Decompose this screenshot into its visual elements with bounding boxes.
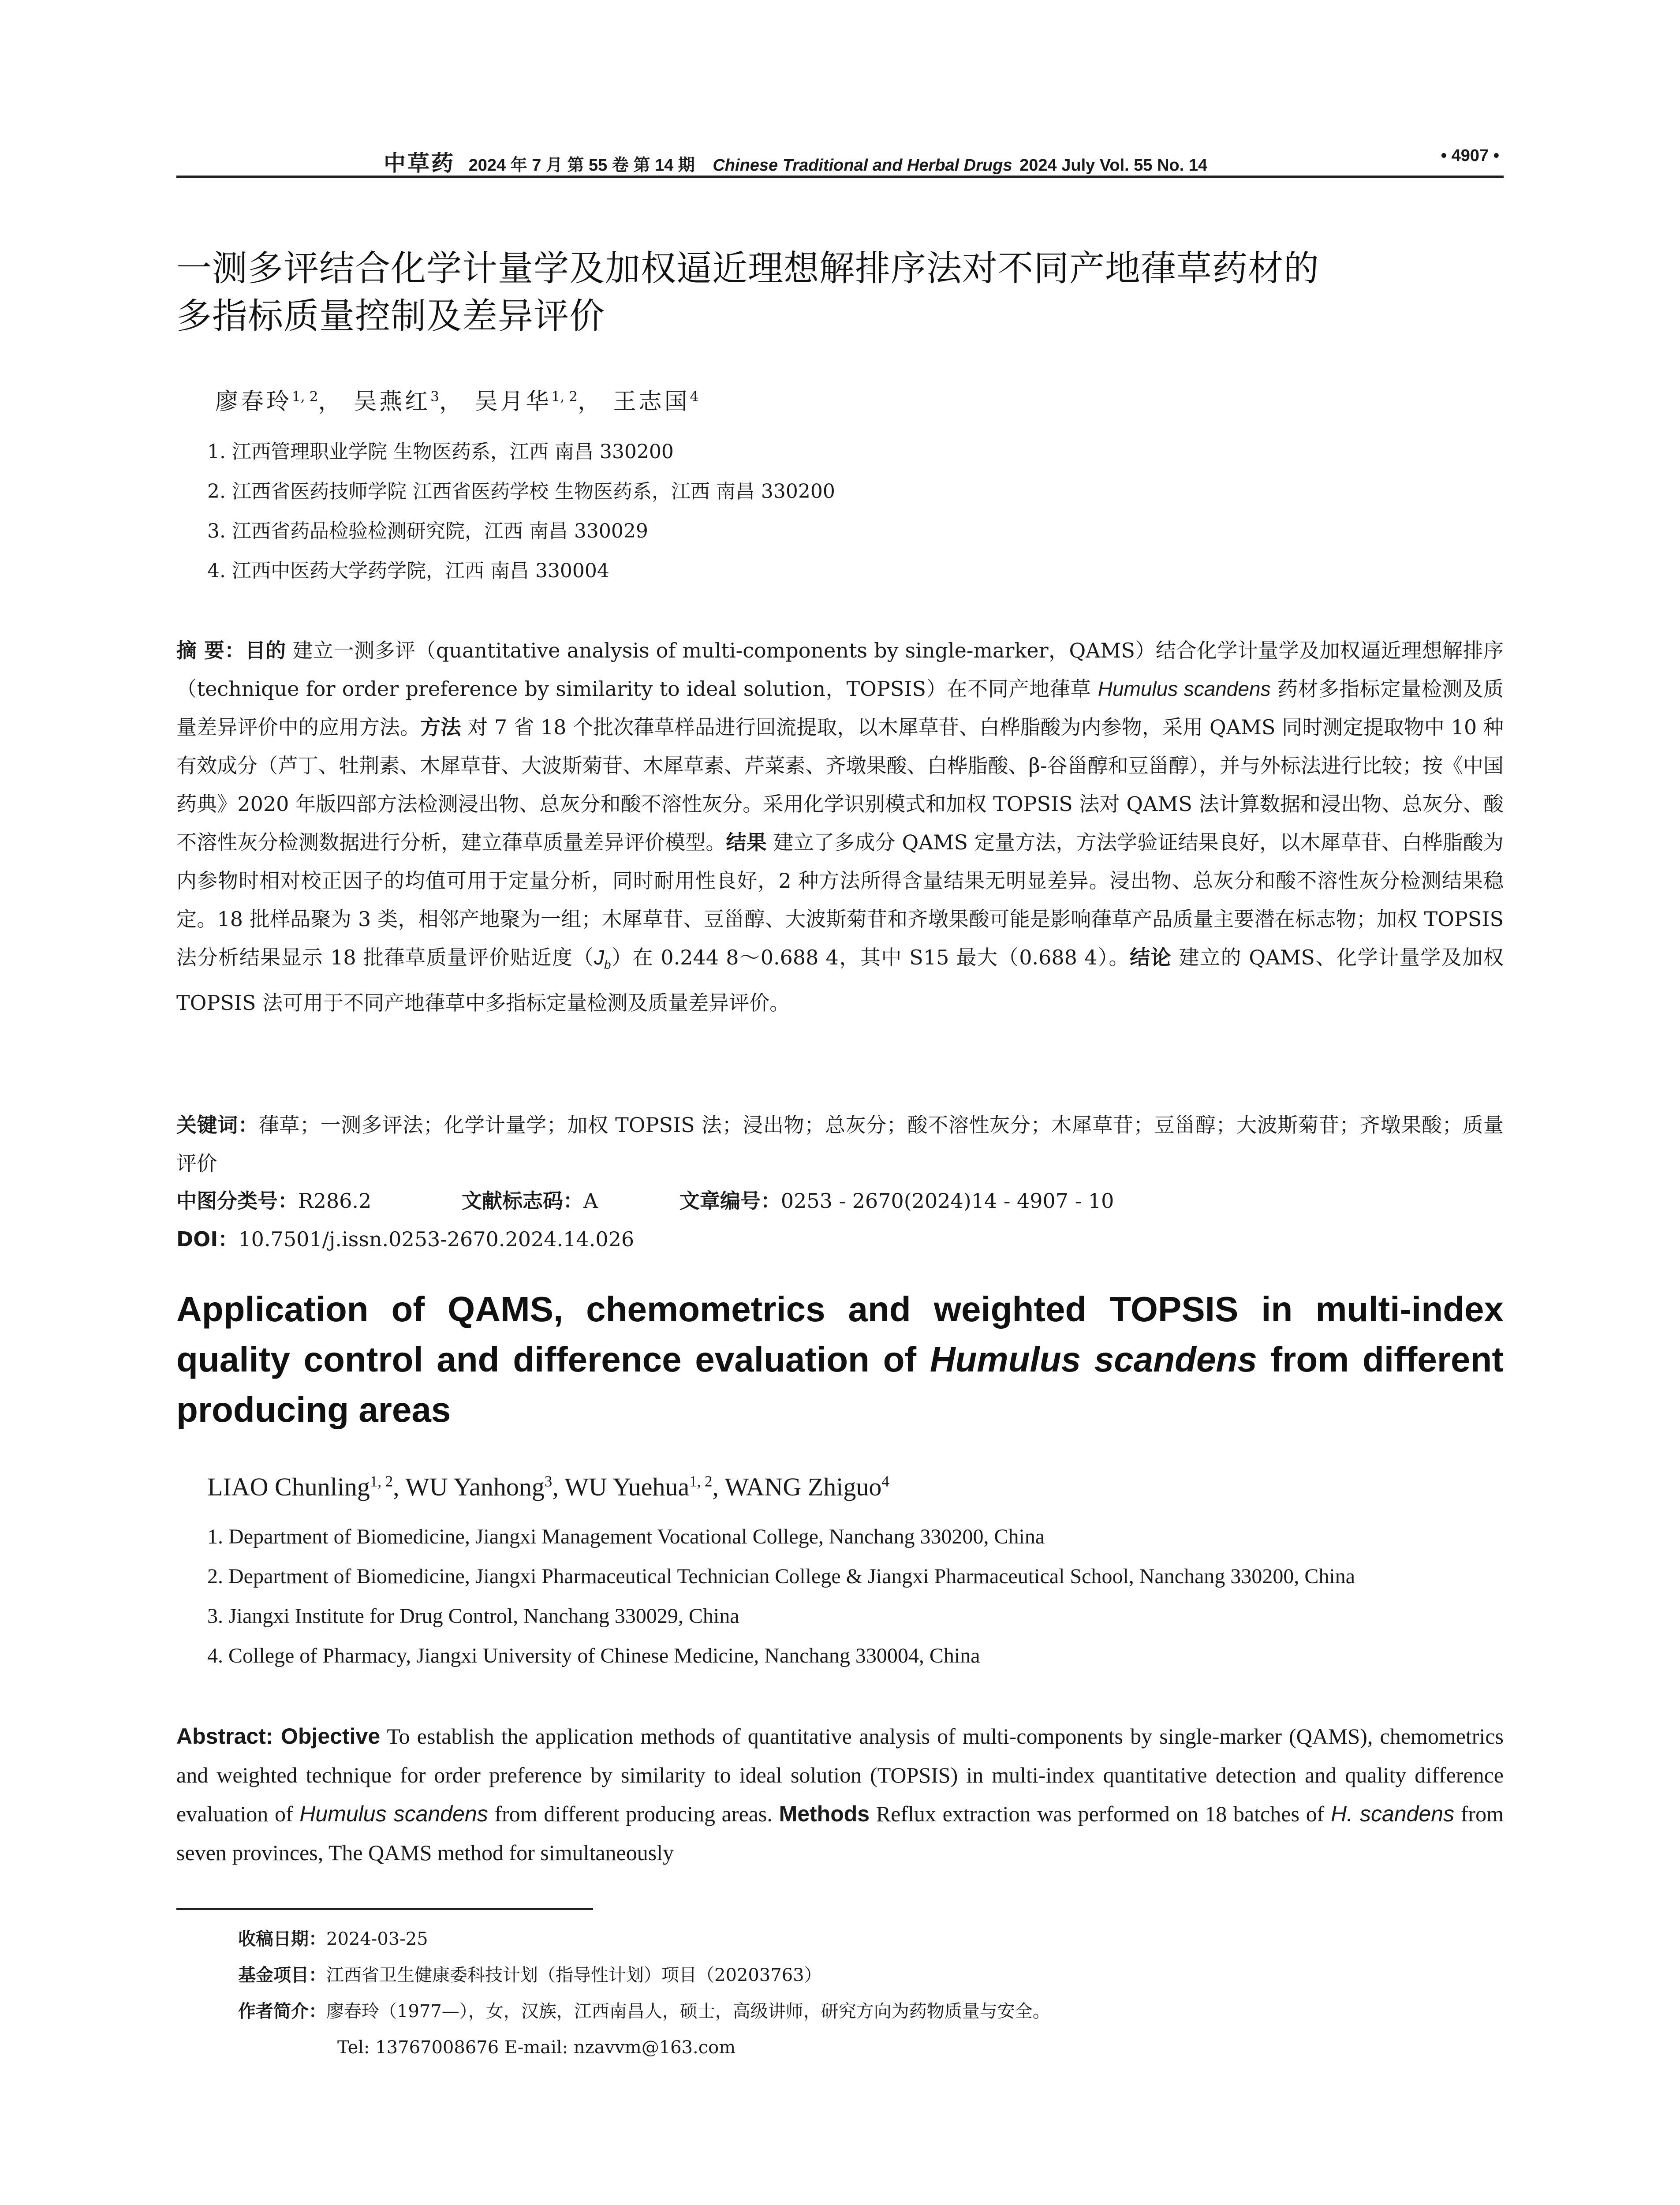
results-text-cn-end: ）在 0.244 8～0.688 4，其中 S15 最大（0.688 4）。 <box>611 946 1130 969</box>
journal-logo: 中草药 <box>384 150 455 176</box>
abstract-en: Abstract: Objective To establish the application methods of quantitative analysis of multi-components by single-marker (QAMS), chemometrics and weighted technique for order preference by similarity to ideal solution (TOPSIS) in multi-index quantitative detection and quality difference evaluation of Humulus scandens from different producing areas. Methods Reflux extraction was performed on 18 batches of H. scandens from seven provinces, The QAMS method for simultaneously <box>176 1724 1504 1865</box>
footnotes <box>238 1921 1050 2066</box>
affiliation-en: 2. Department of Biomedicine, Jiangxi Pharmaceutical Technician College & Jiangxi Pharmaceutical School, Nanchang 330200, China <box>207 1565 1355 1588</box>
doc-code-label: 文献标志码： <box>461 1189 583 1213</box>
objective-text-cn: 建立一测多评（quantitative analysis of multi-components by single-marker，QAMS）结合化学计量学及加权逼近理想解排序（technique for order preference by similarity to ideal solution，TOPSIS）在不同产地葎草 <box>176 639 1504 701</box>
title-en: Application of QAMS, chemometrics and weighted TOPSIS in multi-index quality control and difference evaluation of Humulus scandens from different producing areas <box>176 1289 1504 1429</box>
authors-en <box>207 1472 889 1502</box>
closeness-subscript: b <box>604 958 611 972</box>
affiliation-cn: 1. 江西管理职业学院 生物医药系，江西 南昌 330200 <box>207 441 674 463</box>
authors-cn <box>215 383 698 416</box>
author-en: WU Yanhong$^3$, <box>405 1472 565 1501</box>
clc-label: 中图分类号： <box>176 1189 298 1213</box>
keywords-text: 葎草；一测多评法；化学计量学；加权 TOPSIS 法；浸出物；总灰分；酸不溶性灰分；木犀草苷；豆甾醇；大波斯菊苷；齐墩果酸；质量评价 <box>176 1113 1504 1175</box>
footnote-author-bio: 作者简介：廖春玲（1977—），女，汉族，江西南昌人，硕士，高级讲师，研究方向为药物质量与安全。 <box>238 2001 1050 2022</box>
footnote-received: 收稿日期：2024-03-25 <box>238 1929 428 1949</box>
methods-label-en: Methods <box>779 1801 870 1826</box>
results-text-cn: 建立了多成分 QAMS 定量方法，方法学验证结果良好，以木犀草苷、白桦脂酸为内参物时相对校正因子的均值可用于定量分析，同时耐用性良好，2 种方法所得含量结果无明显差异。浸出物、总灰分和酸不溶性灰分检测结果稳定。18 批样品聚为 3 类，相邻产地聚为一组；木犀草苷、豆甾醇、大波斯菊苷和齐墩果酸可能是影响葎草产品质量主要潜在标志物；加权 TOPSIS 法分析结果显示 18 批葎草质量评价贴近度（ <box>176 830 1504 969</box>
doi-line <box>176 1220 1504 1259</box>
clc-value: R286.2 <box>298 1189 372 1213</box>
affiliations-en <box>207 1517 1355 1676</box>
affiliation-cn: 4. 江西中医药大学药学院，江西 南昌 330004 <box>207 560 609 582</box>
running-header <box>176 140 1504 178</box>
affiliation-cn: 2. 江西省医药技师学院 江西省医药学校 生物医药系，江西 南昌 330200 <box>207 480 835 503</box>
affiliation-en: 4. College of Pharmacy, Jiangxi University of Chinese Medicine, Nanchang 330004, China <box>207 1644 980 1667</box>
page-number: • 4907 • <box>1441 146 1499 165</box>
closeness-symbol: J <box>594 946 605 969</box>
affiliation-en: 3. Jiangxi Institute for Drug Control, Nanchang 330029, China <box>207 1604 739 1628</box>
doi-value[interactable]: 10.7501/j.issn.0253-2670.2024.14.026 <box>238 1227 635 1251</box>
keywords-cn <box>176 1106 1504 1183</box>
affiliation-cn: 3. 江西省药品检验检测研究院，江西 南昌 330029 <box>207 520 648 542</box>
author-cn: 王志国$^4$ <box>613 389 699 415</box>
author-en: WU Yuehua$^{1, 2}$, <box>564 1472 725 1501</box>
species-name-en: Humulus scandens <box>930 1340 1257 1379</box>
title-cn <box>176 245 1504 340</box>
abstract-cn-label: 摘 要： <box>176 639 245 662</box>
author-en: WANG Zhiguo$^4$ <box>724 1472 889 1501</box>
article-number-label: 文章编号： <box>679 1189 781 1213</box>
species-short-en: H. scandens <box>1330 1801 1455 1826</box>
issue-cn: 2024 年 7 月 第 55 卷 第 14 期 <box>468 156 695 175</box>
methods-text-cn: 对 7 省 18 个批次葎草样品进行回流提取，以木犀草苷、白桦脂酸为内参物，采用 QAMS 同时测定提取物中 10 种有效成分（芦丁、牡荆素、木犀草苷、大波斯菊苷、木犀草素、芹菜素、齐墩果酸、白桦脂酸、β-谷甾醇和豆甾醇），并与外标法进行比较；按《中国药典》2020 年版四部方法检测浸出物、总灰分和酸不溶性灰分。采用化学识别模式和加权 TOPSIS 法对 QAMS 法计算数据和浸出物、总灰分、酸不溶性灰分检测数据进行分析，建立葎草质量差异评价模型。 <box>176 715 1504 854</box>
affiliation-en: 1. Department of Biomedicine, Jiangxi Management Vocational College, Nanchang 330200, China <box>207 1525 1045 1548</box>
journal-name-en: Chinese Traditional and Herbal Drugs <box>713 156 1012 175</box>
author-en: LIAO Chunling$^{1, 2}$, <box>207 1472 406 1501</box>
species-name-en-abstract: Humulus scandens <box>299 1801 488 1826</box>
article-number-value: 0253 - 2670(2024)14 - 4907 - 10 <box>780 1189 1114 1213</box>
abstract-cn <box>176 632 1504 1022</box>
footnote-contact: Tel: 13767008676 E-mail: nzavvm@163.com <box>337 2037 736 2058</box>
running-header-citation <box>384 146 1207 177</box>
author-cn: 吴燕红$^3$， <box>354 389 465 415</box>
objective-label-cn: 目的 <box>245 639 286 662</box>
footnote-divider <box>176 1908 593 1910</box>
conclusion-text-cn: 建立的 QAMS、化学计量学及加权 TOPSIS 法可用于不同产地葎草中多指标定量检测及质量差异评价。 <box>176 946 1504 1015</box>
title-cn-line-1: 一测多评结合化学计量学及加权逼近理想解排序法对不同产地葎草药材的 <box>176 248 1319 289</box>
methods-label-cn: 方法 <box>420 715 461 739</box>
footnote-fund: 基金项目：江西省卫生健康委科技计划（指导性计划）项目（20203763） <box>238 1965 822 1985</box>
results-label-cn: 结果 <box>726 830 767 854</box>
issue-en: 2024 July Vol. 55 No. 14 <box>1019 156 1208 175</box>
species-name: Humulus scandens <box>1098 677 1271 700</box>
classification-line <box>176 1182 1504 1220</box>
doi-label: DOI： <box>176 1227 239 1251</box>
affiliations-cn <box>207 432 835 591</box>
doc-code-value: A <box>583 1189 598 1213</box>
abstract-en-label: Abstract: Objective <box>176 1724 381 1749</box>
author-cn: 吴月华$^{1, 2}$， <box>474 389 604 415</box>
author-cn: 廖春玲$^{1, 2}$， <box>215 389 344 415</box>
conclusion-label-cn: 结论 <box>1130 946 1172 969</box>
title-cn-line-2: 多指标质量控制及差异评价 <box>176 295 605 336</box>
keywords-label: 关键词： <box>176 1113 259 1137</box>
objective-text-cn-end: 药材多指标定量检测及质量差异评价中的应用方法。 <box>176 677 1504 739</box>
abstract-en-objective: To establish the application methods of quantitative analysis of multi-components by single-marker (QAMS), chemometrics and weighted technique for order preference by similarity to ideal solution (TOPSIS) in multi-index quantitative detection and quality difference evaluation of <box>176 1724 1504 1826</box>
